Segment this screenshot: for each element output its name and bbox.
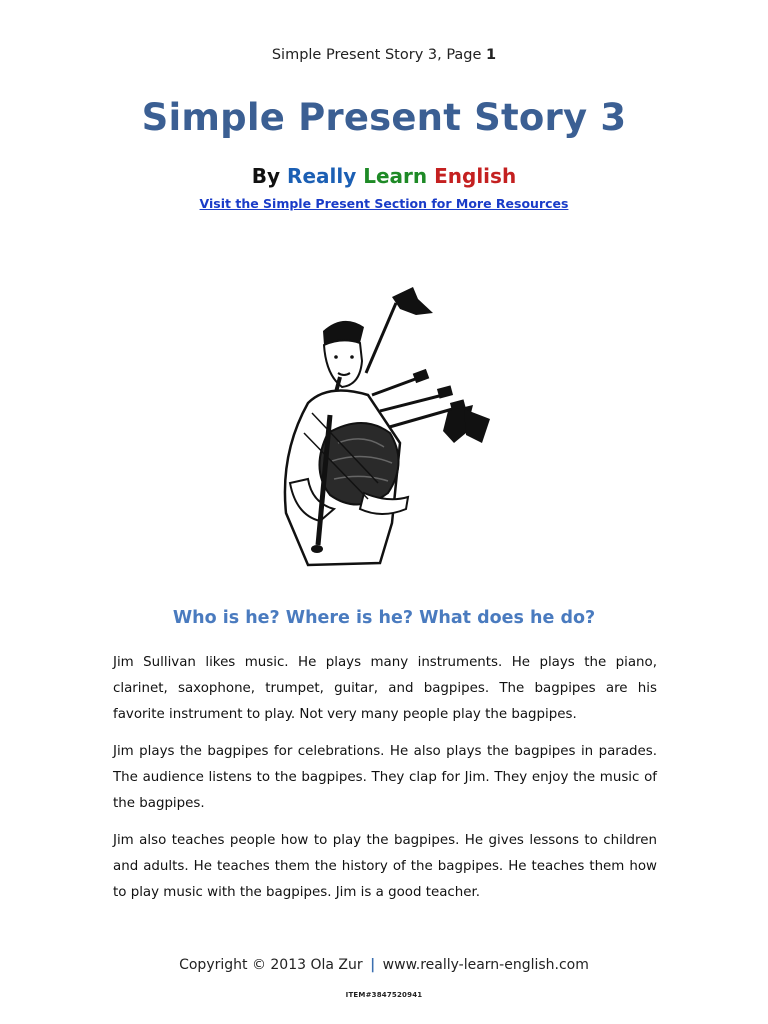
page-header: [0, 47, 768, 63]
page-footer: [0, 957, 768, 973]
byline-english: English: [434, 164, 517, 188]
copyright-text: Copyright © 2013 Ola Zur: [179, 957, 363, 973]
item-id: ITEM#3847520941: [345, 991, 423, 999]
byline-by: By: [251, 164, 281, 188]
page-title: Simple Present Story 3: [141, 96, 627, 139]
byline-learn: Learn: [363, 164, 428, 188]
section-question: Who is he? Where is he? What does he do?: [172, 608, 596, 628]
story-paragraph-3: Jim also teaches people how to play the bagpipes. He gives lessons to children and adults. He teaches them the history of the bagpipes. He teaches them how to play music with the bagpipes. Jim is a good teacher.: [113, 833, 657, 900]
header-page-number: 1: [486, 47, 497, 63]
byline-really: Really: [287, 164, 357, 188]
bagpiper-illustration-icon: [268, 283, 500, 573]
resource-link-container: [0, 196, 768, 211]
story-paragraph-1: Jim Sullivan likes music. He plays many instruments. He plays the piano, clarinet, saxophone, trumpet, guitar, and bagpipes. The bagpipes are his favorite instrument to play. Not very many people play the bagpipes.: [113, 655, 657, 722]
header-text: Simple Present Story 3, Page: [271, 47, 487, 63]
story-paragraph-2: Jim plays the bagpipes for celebrations. He also plays the bagpipes in parades. The audience listens to the bagpipes. They clap for Jim. They enjoy the music of the bagpipes.: [113, 744, 657, 811]
byline: [0, 164, 768, 188]
footer-separator: |: [370, 957, 376, 973]
resource-link[interactable]: Visit the Simple Present Section for More Resources: [199, 196, 569, 211]
footer-website: www.really-learn-english.com: [382, 957, 589, 973]
